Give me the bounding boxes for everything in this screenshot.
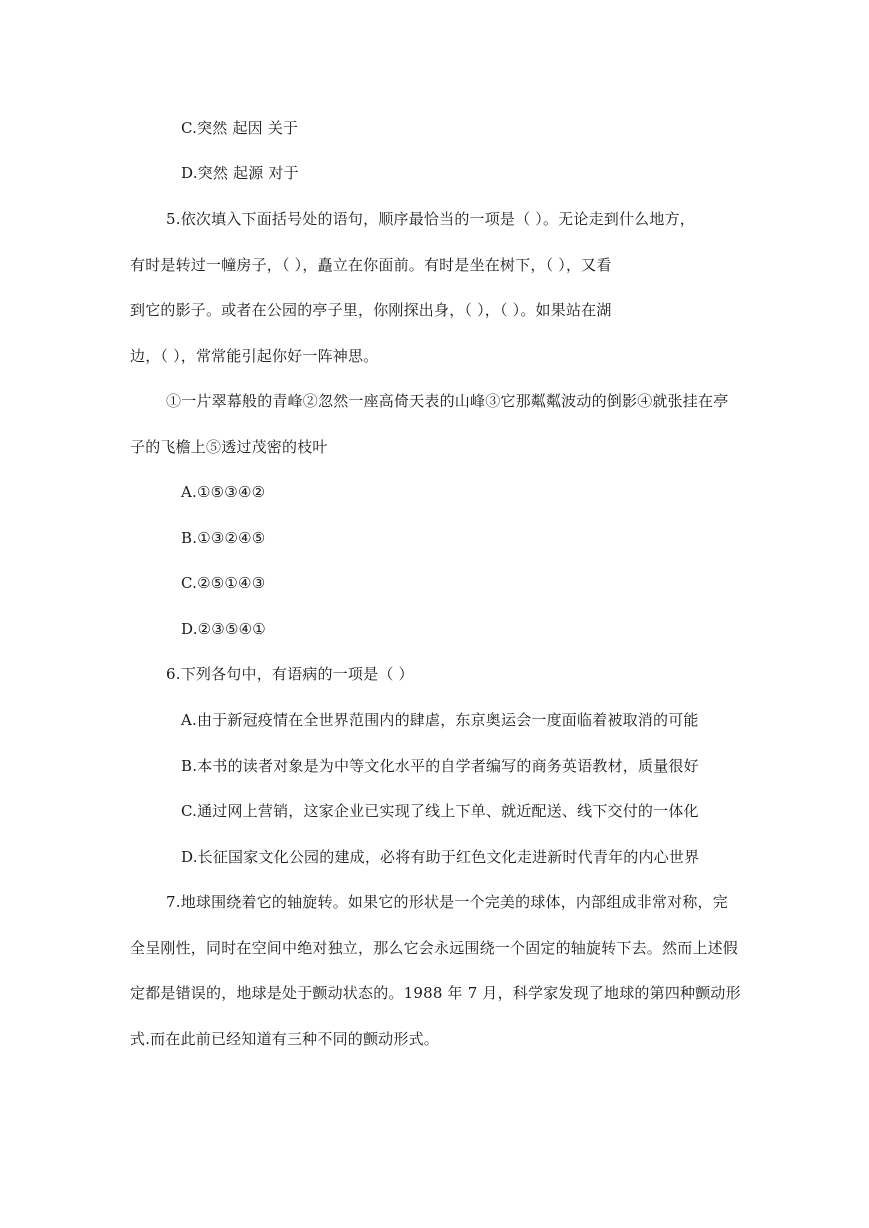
q5-stem-line-2: 有时是转过一幢房子，（ ），矗立在你面前。有时是坐在树下，（ ），又看 [130,256,612,274]
q7-passage-line-4: 式.而在此前已经知道有三种不同的颤动形式。 [130,1030,439,1048]
q6-option-c: C.通过网上营销，这家企业已实现了线上下单、就近配送、线下交付的一体化 [181,802,699,820]
q5-items-line-2: 子的飞檐上⑤透过茂密的枝叶 [130,438,328,456]
q6-option-a: A.由于新冠疫情在全世界范围内的肆虐，东京奥运会一度面临着被取消的可能 [181,711,699,729]
q5-option-a: A.①⑤③④② [181,483,266,501]
q5-option-b: B.①③②④⑤ [181,529,266,547]
q5-stem-line-1: 5.依次填入下面括号处的语句，顺序最恰当的一项是（ ）。无论走到什么地方， [166,210,695,228]
q7-passage-line-2: 全呈刚性，同时在空间中绝对独立，那么它会永远围绕一个固定的轴旋转下去。然而上述假 [130,939,739,957]
q5-option-c: C.②⑤①④③ [181,574,266,592]
q5-items-line-1: ①一片翠幕般的青峰②忽然一座高倚天表的山峰③它那粼粼波动的倒影④就张挂在亭 [166,392,729,410]
q7-passage-line-3: 定都是错误的，地球是处于颤动状态的。1988 年 7 月，科学家发现了地球的第四种颤动形 [130,984,741,1002]
q5-option-d: D.②③⑤④① [181,620,266,638]
q6-stem: 6.下列各句中，有语病的一项是（ ） [166,665,414,683]
q5-stem-line-4: 边，（ ），常常能引起你好一阵神思。 [130,347,379,365]
q4-option-c: C.突然 起因 关于 [181,119,299,137]
q6-option-d: D.长征国家文化公园的建成，必将有助于红色文化走进新时代青年的内心世界 [181,848,700,866]
q7-passage-line-1: 7.地球围绕着它的轴旋转。如果它的形状是一个完美的球体，内部组成非常对称，完 [166,893,728,911]
q6-option-b: B.本书的读者对象是为中等文化水平的自学者编写的商务英语教材，质量很好 [181,757,699,775]
q4-option-d: D.突然 起源 对于 [181,164,299,182]
q5-stem-line-3: 到它的影子。或者在公园的亭子里，你刚探出身，（ ），（ ）。如果站在湖 [130,301,612,319]
